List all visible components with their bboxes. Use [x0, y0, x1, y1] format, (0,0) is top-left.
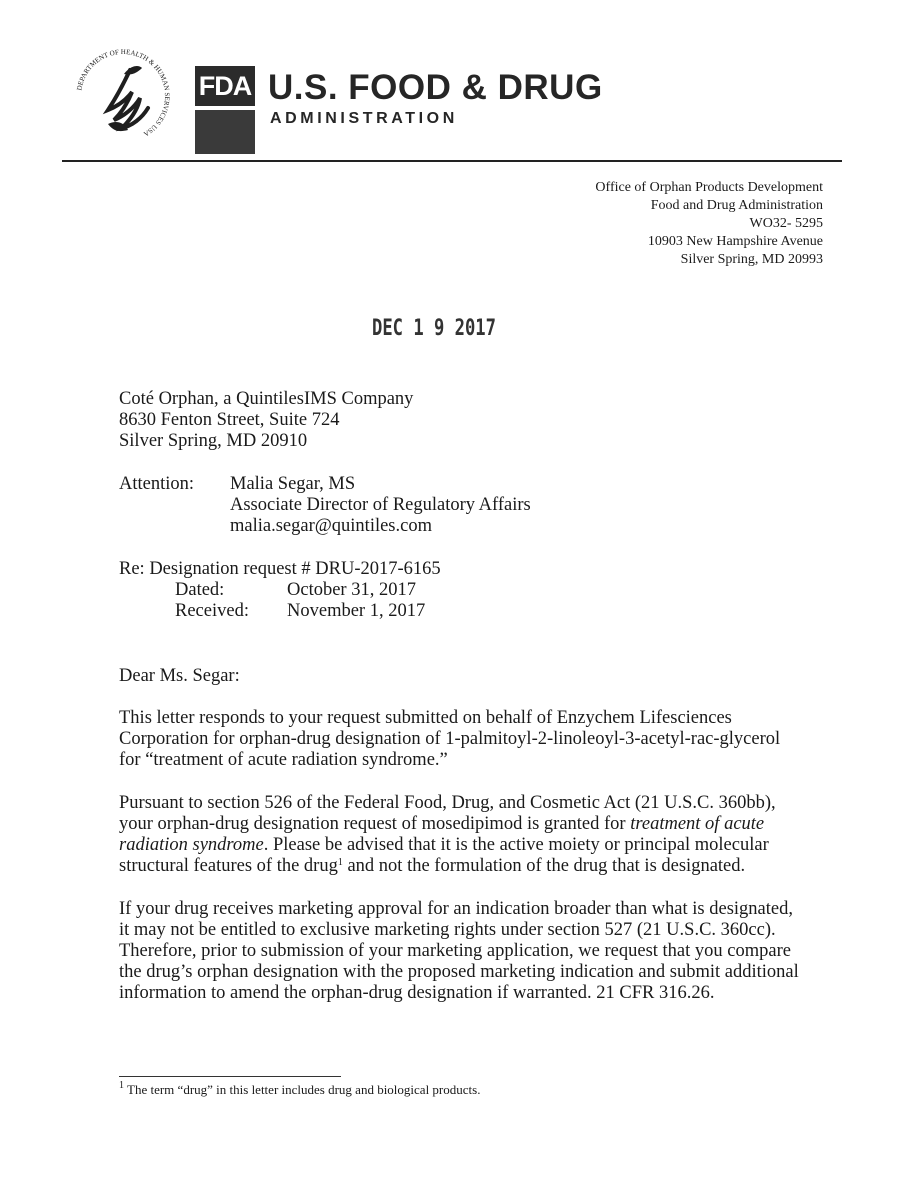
- paragraph-line: for “treatment of acute radiation syndrome.”: [119, 750, 448, 770]
- paragraph-line: This letter responds to your request submitted on behalf of Enzychem Lifesciences: [119, 708, 732, 728]
- paragraph-designation: [119, 793, 776, 877]
- recipient-line: Coté Orphan, a QuintilesIMS Company: [119, 389, 414, 409]
- paragraph-line: the drug’s orphan designation with the proposed marketing indication and submit additional: [119, 962, 799, 982]
- recipient-line: 8630 Fenton Street, Suite 724: [119, 410, 340, 430]
- dated-label: Dated:: [175, 580, 225, 600]
- footnote-text: The term “drug” in this letter includes drug and biological products.: [124, 1082, 481, 1097]
- text-run: structural features of the drug: [119, 856, 338, 876]
- fda-logo: FDA: [195, 66, 255, 106]
- paragraph-line: If your drug receives marketing approval for an indication broader than what is designated,: [119, 899, 793, 919]
- office-line: Food and Drug Administration: [650, 198, 823, 213]
- paragraph-line: it may not be entitled to exclusive marketing rights under section 527 (21 U.S.C. 360cc).: [119, 920, 776, 940]
- paragraph-intro: [119, 708, 780, 771]
- attention-label: Attention:: [119, 474, 195, 494]
- italic-indication: treatment of acute: [630, 814, 765, 834]
- agency-subtitle: ADMINISTRATION: [270, 110, 458, 127]
- paragraph-marketing: [119, 899, 799, 1004]
- seal-text: DEPARTMENT OF HEALTH & HUMAN SERVICES USA: [75, 47, 172, 138]
- greeting: Dear Ms. Segar:: [119, 666, 240, 686]
- date-stamp: DEC 1 9 2017: [372, 316, 496, 341]
- footnote-ref: 1: [337, 857, 343, 868]
- fda-logo-strip: [195, 110, 255, 154]
- hhs-eagle-seal-icon: [68, 40, 178, 152]
- attention-email: malia.segar@quintiles.com: [230, 516, 432, 536]
- paragraph-line: Therefore, prior to submission of your marketing application, we request that you compare: [119, 941, 791, 961]
- paragraph-line: [119, 814, 776, 835]
- paragraph-line: [119, 835, 776, 856]
- attention-block: [230, 474, 531, 537]
- office-address: [595, 179, 823, 269]
- paragraph-line: Pursuant to section 526 of the Federal Food, Drug, and Cosmetic Act (21 U.S.C. 360bb),: [119, 793, 776, 813]
- paragraph-line: information to amend the orphan-drug designation if warranted. 21 CFR 316.26.: [119, 983, 715, 1003]
- italic-indication: radiation syndrome: [119, 835, 264, 855]
- office-line: Silver Spring, MD 20993: [680, 252, 823, 267]
- recipient-address: [119, 389, 413, 452]
- header-divider: [62, 160, 842, 162]
- footnote: [119, 1082, 480, 1098]
- received-label: Received:: [175, 601, 249, 621]
- recipient-line: Silver Spring, MD 20910: [119, 431, 308, 451]
- footnote-divider: [119, 1076, 341, 1077]
- office-line: Office of Orphan Products Development: [595, 180, 823, 195]
- received-value: November 1, 2017: [287, 601, 426, 621]
- agency-name: U.S. FOOD & DRUG: [268, 68, 603, 107]
- text-run: . Please be advised that it is the active moiety or principal molecular: [263, 835, 769, 855]
- attention-title: Associate Director of Regulatory Affairs: [230, 495, 531, 515]
- attention-name: Malia Segar, MS: [230, 474, 356, 494]
- dated-value: October 31, 2017: [287, 580, 416, 600]
- paragraph-line: [119, 856, 776, 877]
- office-line: 10903 New Hampshire Avenue: [647, 234, 823, 249]
- text-run: and not the formulation of the drug that is designated.: [342, 856, 746, 876]
- paragraph-line: Corporation for orphan-drug designation of 1-palmitoyl-2-linoleoyl-3-acetyl-rac-glycerol: [119, 729, 781, 749]
- office-line: WO32- 5295: [749, 216, 823, 231]
- re-line: Re: Designation request # DRU-2017-6165: [119, 559, 441, 579]
- text-run: your orphan-drug designation request of mosedipimod is granted for: [119, 814, 631, 834]
- footnote-marker: 1: [119, 1080, 124, 1091]
